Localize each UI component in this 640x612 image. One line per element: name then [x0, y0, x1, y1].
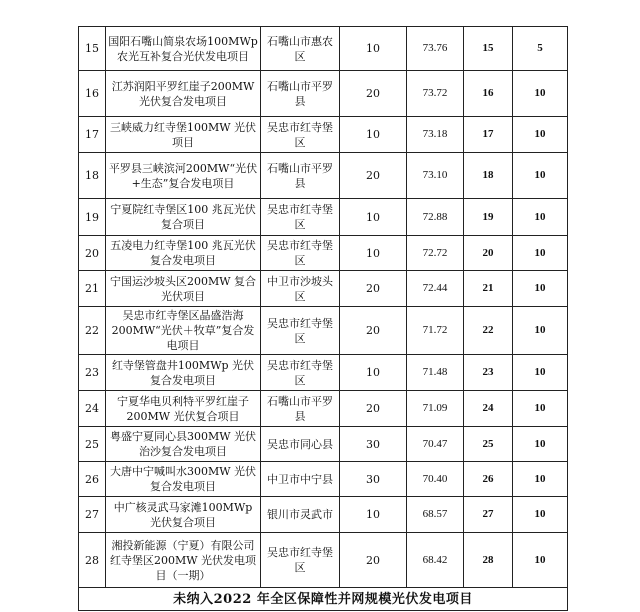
- project-score: 68.42: [407, 533, 464, 588]
- project-score: 72.88: [407, 199, 464, 236]
- project-rank: 18: [464, 153, 513, 199]
- project-location: 石嘴山市平罗县: [261, 71, 340, 117]
- project-score: 71.09: [407, 391, 464, 427]
- project-capacity: 20: [340, 533, 407, 588]
- project-rank: 27: [464, 497, 513, 533]
- row-number: 21: [79, 271, 106, 307]
- table-row: [79, 271, 568, 307]
- table-row: [79, 117, 568, 153]
- project-points: 10: [513, 307, 568, 355]
- row-number: 26: [79, 462, 106, 497]
- project-score: 73.18: [407, 117, 464, 153]
- project-location: 吴忠市红寺堡区: [261, 307, 340, 355]
- project-rank: 25: [464, 427, 513, 462]
- project-rank: 19: [464, 199, 513, 236]
- project-location: 石嘴山市平罗县: [261, 153, 340, 199]
- project-rank: 28: [464, 533, 513, 588]
- project-rank: 26: [464, 462, 513, 497]
- project-rank: 23: [464, 355, 513, 391]
- project-capacity: 20: [340, 71, 407, 117]
- project-location: 吴忠市红寺堡区: [261, 117, 340, 153]
- project-location: 中卫市沙坡头区: [261, 271, 340, 307]
- project-location: 石嘴山市惠农区: [261, 27, 340, 71]
- row-number: 22: [79, 307, 106, 355]
- project-score: 71.72: [407, 307, 464, 355]
- table-row: [79, 307, 568, 355]
- project-name: 江苏润阳平罗红崖子200MW 光伏复合发电项目: [106, 71, 261, 117]
- table-row: [79, 236, 568, 271]
- project-rank: 15: [464, 27, 513, 71]
- project-name: 红寺堡管盘井100MWp 光伏复合发电项目: [106, 355, 261, 391]
- row-number: 19: [79, 199, 106, 236]
- project-score: 72.44: [407, 271, 464, 307]
- table-row: [79, 355, 568, 391]
- row-number: 20: [79, 236, 106, 271]
- project-name: 五凌电力红寺堡100 兆瓦光伏复合发电项目: [106, 236, 261, 271]
- project-score: 73.72: [407, 71, 464, 117]
- project-table: [78, 26, 568, 611]
- project-capacity: 20: [340, 307, 407, 355]
- project-score: 72.72: [407, 236, 464, 271]
- project-score: 73.76: [407, 27, 464, 71]
- row-number: 15: [79, 27, 106, 71]
- project-capacity: 10: [340, 199, 407, 236]
- row-number: 25: [79, 427, 106, 462]
- project-capacity: 10: [340, 497, 407, 533]
- table-row: [79, 153, 568, 199]
- project-location: 吴忠市红寺堡区: [261, 533, 340, 588]
- project-name: 粤盛宁夏同心县300MW 光伏治沙复合发电项目: [106, 427, 261, 462]
- project-capacity: 10: [340, 355, 407, 391]
- project-points: 10: [513, 355, 568, 391]
- project-points: 10: [513, 497, 568, 533]
- project-score: 73.10: [407, 153, 464, 199]
- footer-row: [79, 588, 568, 611]
- project-points: 10: [513, 271, 568, 307]
- project-name: 大唐中宁喊叫水300MW 光伏复合发电项目: [106, 462, 261, 497]
- table-row: [79, 27, 568, 71]
- row-number: 27: [79, 497, 106, 533]
- project-name: 国阳石嘴山简泉农场100MWp 农光互补复合光伏发电项目: [106, 27, 261, 71]
- table-row: [79, 462, 568, 497]
- table-row: [79, 391, 568, 427]
- project-location: 吴忠市红寺堡区: [261, 199, 340, 236]
- project-name: 湘投新能源（宁夏）有限公司红寺堡区200MW 光伏发电项目（一期）: [106, 533, 261, 588]
- row-number: 18: [79, 153, 106, 199]
- project-table-body: [79, 27, 568, 611]
- project-score: 70.47: [407, 427, 464, 462]
- footer-heading: 未纳入2022 年全区保障性并网规模光伏发电项目: [79, 588, 568, 611]
- project-capacity: 20: [340, 271, 407, 307]
- table-row: [79, 427, 568, 462]
- project-capacity: 30: [340, 462, 407, 497]
- project-points: 5: [513, 27, 568, 71]
- project-points: 10: [513, 117, 568, 153]
- project-location: 吴忠市红寺堡区: [261, 236, 340, 271]
- project-capacity: 20: [340, 391, 407, 427]
- project-points: 10: [513, 427, 568, 462]
- project-rank: 17: [464, 117, 513, 153]
- project-score: 68.57: [407, 497, 464, 533]
- row-number: 23: [79, 355, 106, 391]
- project-location: 吴忠市同心县: [261, 427, 340, 462]
- project-capacity: 30: [340, 427, 407, 462]
- project-name: 三峡威力红寺堡100MW 光伏项目: [106, 117, 261, 153]
- project-capacity: 10: [340, 236, 407, 271]
- row-number: 16: [79, 71, 106, 117]
- table-row: [79, 533, 568, 588]
- project-rank: 22: [464, 307, 513, 355]
- project-rank: 21: [464, 271, 513, 307]
- row-number: 17: [79, 117, 106, 153]
- project-location: 石嘴山市平罗县: [261, 391, 340, 427]
- table-row: [79, 71, 568, 117]
- project-rank: 16: [464, 71, 513, 117]
- project-points: 10: [513, 462, 568, 497]
- project-name: 平罗县三峡滨河200MW“光伏+生态”复合发电项目: [106, 153, 261, 199]
- project-location: 中卫市中宁县: [261, 462, 340, 497]
- project-score: 71.48: [407, 355, 464, 391]
- project-points: 10: [513, 533, 568, 588]
- project-points: 10: [513, 391, 568, 427]
- project-name: 宁国运沙坡头区200MW 复合光伏项目: [106, 271, 261, 307]
- project-name: 吴忠市红寺堡区晶盛浩海200MW“光伏＋牧草”复合发电项目: [106, 307, 261, 355]
- project-points: 10: [513, 236, 568, 271]
- table-row: [79, 497, 568, 533]
- project-points: 10: [513, 71, 568, 117]
- project-points: 10: [513, 199, 568, 236]
- project-name: 宁夏院红寺堡区100 兆瓦光伏复合项目: [106, 199, 261, 236]
- project-location: 银川市灵武市: [261, 497, 340, 533]
- project-rank: 20: [464, 236, 513, 271]
- table-row: [79, 199, 568, 236]
- row-number: 24: [79, 391, 106, 427]
- project-name: 宁夏华电贝利特平罗红崖子200MW 光伏复合项目: [106, 391, 261, 427]
- project-capacity: 10: [340, 27, 407, 71]
- project-points: 10: [513, 153, 568, 199]
- project-rank: 24: [464, 391, 513, 427]
- project-location: 吴忠市红寺堡区: [261, 355, 340, 391]
- project-capacity: 20: [340, 153, 407, 199]
- project-capacity: 10: [340, 117, 407, 153]
- project-name: 中广核灵武马家滩100MWp 光伏复合项目: [106, 497, 261, 533]
- row-number: 28: [79, 533, 106, 588]
- project-score: 70.40: [407, 462, 464, 497]
